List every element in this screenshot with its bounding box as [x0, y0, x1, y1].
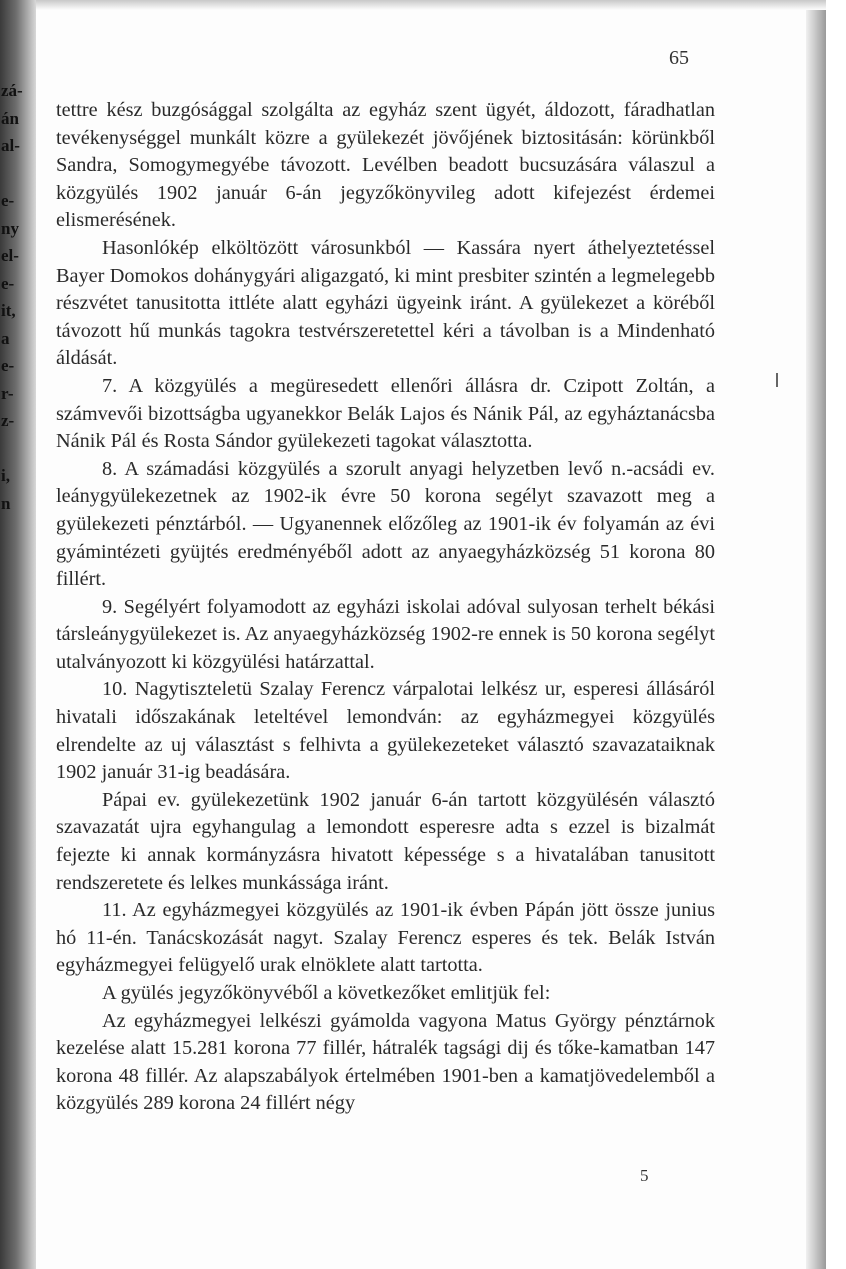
paragraph: A gyülés jegyzőkönyvéből a következőket emlitjük fel: — [102, 982, 551, 1004]
margin-fragment: ny — [1, 218, 19, 238]
margin-fragment: án — [1, 108, 19, 128]
margin-fragment: zá- — [1, 81, 23, 100]
right-page-edge — [806, 0, 826, 1269]
margin-fragment: it, — [1, 301, 16, 320]
paragraph: 10. Nagytiszteletü Szalay Ferencz várpalotai lelkész ur, esperesi állásáról hivatali időszakának leteltével lemondván: az egyházmegyei közgyülés elrendelte az uj választást s felhivta a gyülekezeteket választó szavazataiknak 1902 január 31-ig beadására. — [56, 678, 715, 784]
margin-fragment: e- — [1, 356, 15, 375]
margin-fragment: e- — [1, 191, 15, 210]
margin-fragment: al- — [1, 136, 20, 155]
top-page-shadow — [36, 0, 826, 10]
paragraph: 7. A közgyülés a megüresedett ellenőri állásra dr. Czipott Zoltán, a számvevői bizottságba ugyanekkor Belák Lajos és Nánik Pál, az egyháztanácsba Nánik Pál és Rosta Sándor gyülekezeti tagokat választotta. — [56, 374, 715, 453]
body-text — [56, 97, 715, 1118]
paragraph: Pápai ev. gyülekezetünk 1902 január 6-án tartott közgyülésén választó szavazatát ujra egyhangulag a lemondott esperesre adta s ezzel is bizalmát fejezte ki annak kormányzásra hivatott képessége s a hivatalában tanusitott rendszeretete és lelkes munkássága iránt. — [56, 788, 715, 894]
margin-fragment — [1, 161, 27, 189]
adjacent-page-fragments — [1, 78, 27, 546]
paragraph: 11. Az egyházmegyei közgyülés az 1901-ik évben Pápán jött össze junius hó 11-én. Tanácskozását nagyt. Szalay Ferencz esperes és tek. Belák István egyházmegyei felügyelő urak elnöklete alatt tartotta. — [56, 899, 715, 977]
paragraph: 9. Segélyért folyamodott az egyházi iskolai adóval sulyosan terhelt békási társleánygyülekezet is. Az anyaegyházközség 1902-re ennek is 50 korona segélyt utalványozott ki közgyülési határzattal. — [56, 595, 715, 673]
page-number: 65 — [669, 47, 689, 69]
paragraph: Az egyházmegyei lelkészi gyámolda vagyona Matus György pénztárnok kezelése alatt 15.281 korona 77 fillér, hátralék tagsági dij és tőke-kamatban 147 korona 48 fillér. Az alapszabályok értelmében 1901-ben a kamatjövedelemből a közgyülés 289 korona 24 fillért négy — [56, 1009, 715, 1115]
margin-fragment: r- — [1, 383, 14, 403]
paragraph: Hasonlókép elköltözött városunkból — Kassára nyert áthelyeztetéssel Bayer Domokos dohánygyári aligazgató, ki mint presbiter szintén a legmelegebb részvétet tanusitotta ittléte alatt egyházi ügyeink iránt. A gyülekezet a köréből távozott hű munkás tagokra testvérszeretettel kéri a távolban is a Mindenható áldását. — [56, 236, 715, 370]
margin-fragment — [1, 518, 27, 546]
stray-mark — [776, 373, 778, 387]
margin-fragment: i, — [1, 466, 10, 485]
paragraph: 8. A számadási közgyülés a szorult anyagi helyzetben levő n.-acsádi ev. leánygyülekezetnek az 1902-ik évre 50 korona segélyt szavazott meg a gyülekezeti pénztárból. — Ugyanennek előzőleg az 1901-ik év folyamán az évi gyámintézeti gyüjtés eredményéből adott az anyaegyházközség 51 korona 80 fillért. — [56, 457, 715, 591]
margin-fragment: z- — [1, 411, 15, 430]
margin-fragment: el- — [1, 246, 19, 265]
margin-fragment — [1, 436, 27, 464]
margin-fragment: e- — [1, 273, 15, 293]
margin-fragment: n — [1, 493, 11, 513]
margin-fragment: a — [1, 328, 10, 348]
paragraph: tettre kész buzgósággal szolgálta az egyház szent ügyét, áldozott, fáradhatlan tevékenységgel munkált közre a gyülekezét jövőjének biztositásán: körünkből Sandra, Somogymegyébe távozott. Levélben beadott bucsuzására válaszul a közgyülés 1902 január 6-án jegyzőkönyvileg adott kifejezést érdemei elismerésének. — [56, 99, 715, 232]
signature-mark: 5 — [640, 1166, 649, 1185]
